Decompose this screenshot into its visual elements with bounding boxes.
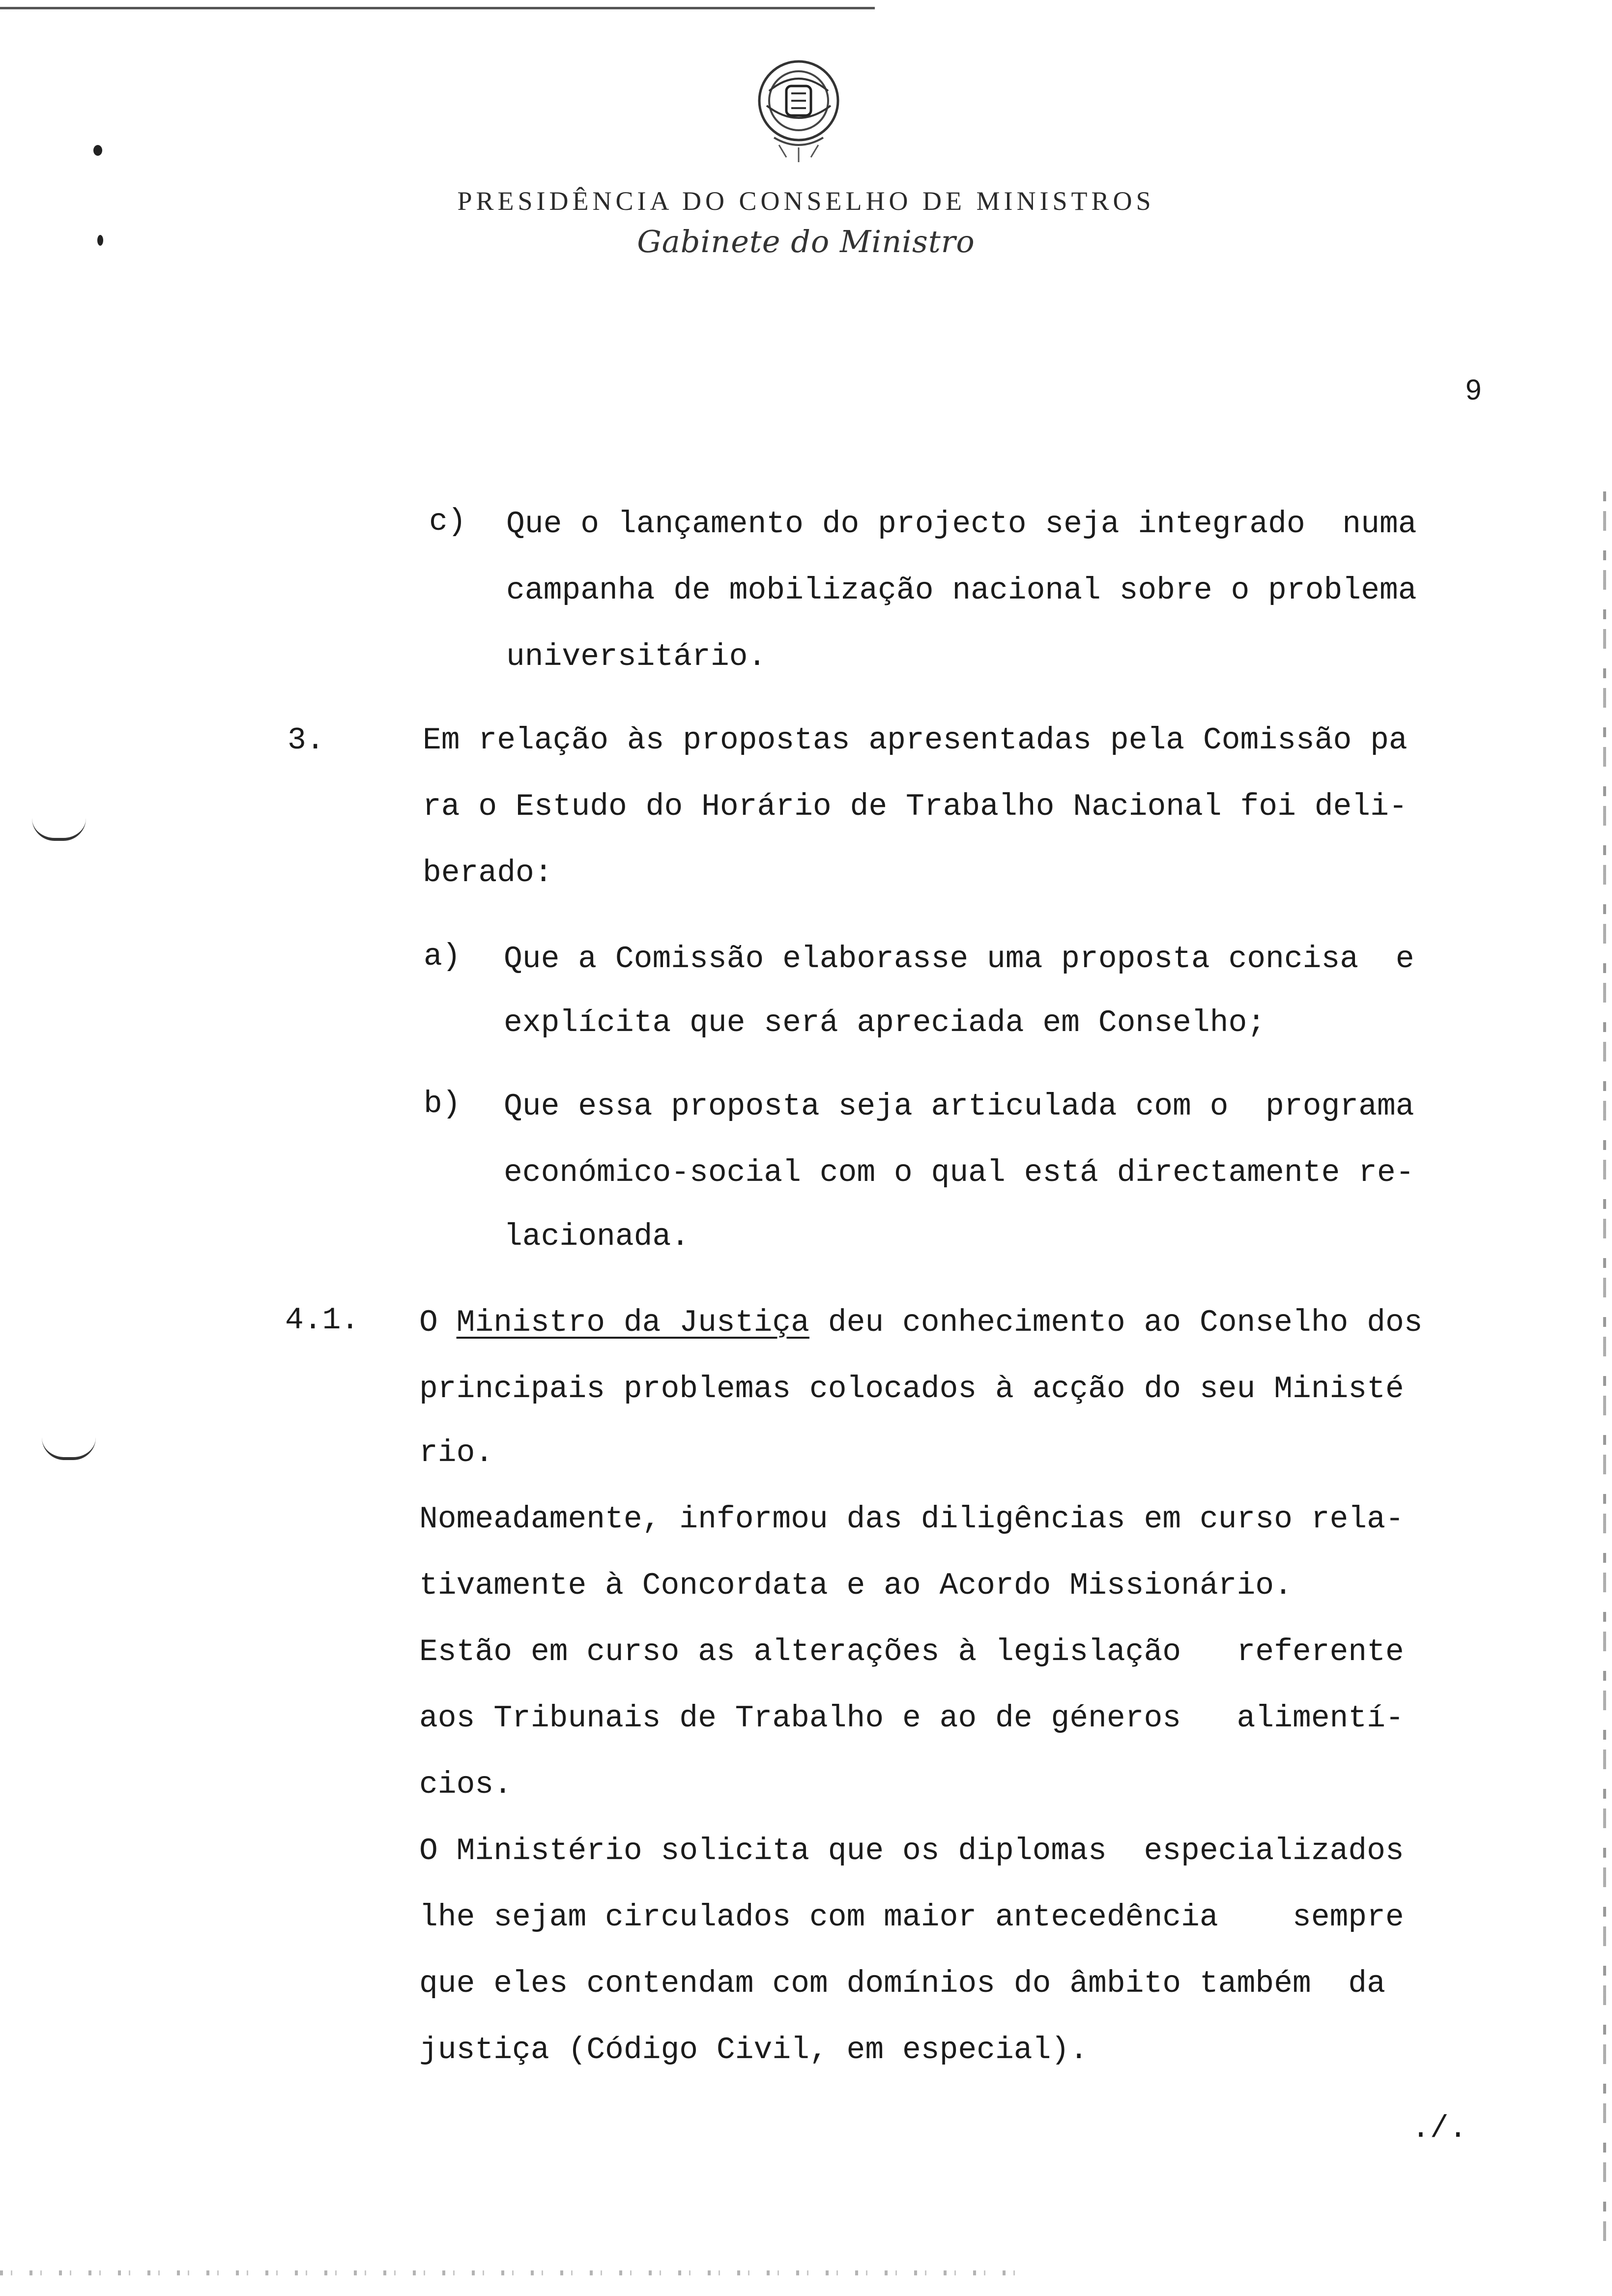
scan-right-edge xyxy=(1603,491,1606,2261)
page-number: 9 xyxy=(1466,374,1482,406)
item-4-1-line: O Ministério solicita que os diplomas especializados xyxy=(419,1834,1404,1868)
coat-of-arms-emblem xyxy=(740,47,858,170)
item-4-1-line: justiça (Código Civil, em especial). xyxy=(419,2033,1089,2067)
item-4-1-first-line xyxy=(419,1307,1423,1338)
item-c-line: universitário. xyxy=(506,639,767,674)
item-3b-line: lacionada. xyxy=(504,1219,690,1254)
item-c-label: c) xyxy=(429,504,466,539)
item-3-line: ra o Estudo do Horário de Trabalho Nacional foi deli- xyxy=(423,789,1408,824)
punch-hole-mark xyxy=(32,818,86,841)
item-3-label: 3. xyxy=(288,723,325,758)
item-4-1-line: lhe sejam circulados com maior antecedência sempre xyxy=(419,1900,1404,1935)
item-3b-line: económico-social com o qual está directamente re- xyxy=(504,1155,1414,1190)
office-subtitle: Gabinete do Ministro xyxy=(637,224,975,259)
item-4-1-line: Estão em curso as alterações à legislação referente xyxy=(419,1635,1404,1669)
item-4-1-line: aos Tribunais de Trabalho e ao de géneros alimentí- xyxy=(419,1701,1404,1736)
item-3a-line: Que a Comissão elaborasse uma proposta concisa e xyxy=(504,942,1414,976)
scan-bottom-noise xyxy=(0,2270,1032,2275)
item-4-1-line: que eles contendam com domínios do âmbito também da xyxy=(419,1966,1385,2001)
item-3b-line: Que essa proposta seja articulada com o programa xyxy=(504,1089,1414,1124)
underlined-ministry-name: Ministro da Justiça xyxy=(456,1305,809,1340)
scan-speck xyxy=(93,145,102,156)
item-3b-label: b) xyxy=(424,1087,461,1121)
punch-hole-mark xyxy=(42,1437,96,1460)
item-4-1-line: tivamente à Concordata e ao Acordo Missionário. xyxy=(419,1568,1293,1603)
item-3a-line: explícita que será apreciada em Conselho; xyxy=(504,1005,1266,1040)
item-4-1-label: 4.1. xyxy=(285,1303,360,1338)
item-3a-label: a) xyxy=(424,939,461,974)
item-4-1-line: rio. xyxy=(419,1435,494,1470)
item-4-1-suffix: deu conhecimento ao Conselho dos xyxy=(809,1305,1423,1340)
item-c-line: campanha de mobilização nacional sobre o problema xyxy=(506,573,1417,608)
item-c-line: Que o lançamento do projecto seja integrado numa xyxy=(506,507,1417,542)
item-4-1-prefix: O xyxy=(419,1305,457,1340)
organization-title: PRESIDÊNCIA DO CONSELHO DE MINISTROS xyxy=(457,186,1155,216)
item-3-line: berado: xyxy=(423,856,553,890)
item-3-line: Em relação às propostas apresentadas pela Comissão pa xyxy=(423,723,1408,758)
scan-top-rule xyxy=(0,7,875,9)
continuation-mark: ./. xyxy=(1411,2111,1468,2146)
item-4-1-line: principais problemas colocados à acção do seu Ministé xyxy=(419,1372,1404,1406)
item-4-1-line: Nomeadamente, informou das diligências em curso rela- xyxy=(419,1502,1404,1537)
item-4-1-line: cios. xyxy=(419,1767,513,1802)
